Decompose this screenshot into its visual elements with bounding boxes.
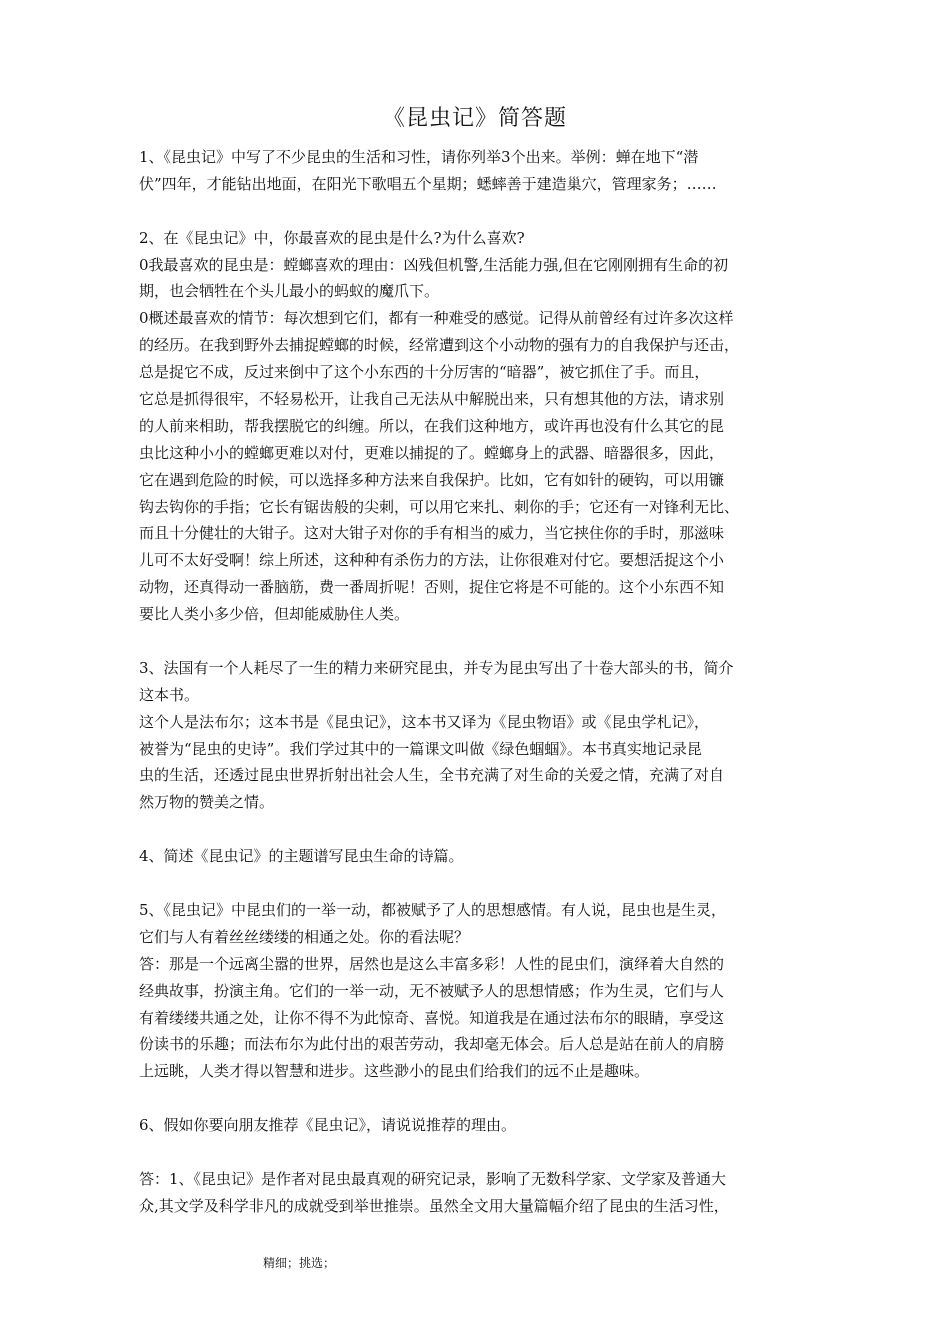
text-line: 要比人类小多少倍，但却能威胁住人类。	[139, 605, 410, 624]
text-line: 份读书的乐趣；而法布尔为此付出的艰苦劳动，我却毫无体会。后人总是站在前人的肩膀	[139, 1035, 725, 1054]
text-line: 而且十分健壮的大钳子。这对大钳子对你的手有相当的威力，当它挟住你的手时，那滋味	[139, 524, 725, 543]
text-line: 答：那是一个远离尘嚣的世界，居然也是这么丰富多彩！人性的昆虫们，演绎着大自然的	[139, 954, 725, 973]
text-line: 上远眺，人类才得以智慧和进步。这些渺小的昆虫们给我们的远不止是趣味。	[139, 1062, 650, 1081]
text-line: 0我最喜欢的昆虫是：螳螂喜欢的理由：凶残但机警,生活能力强,但在它刚刚拥有生命的初	[139, 255, 729, 274]
text-line: 的人前来相助，帮我摆脱它的纠缠。所以，在我们这种地方，或许再也没有什么其它的昆	[139, 416, 725, 435]
question-2: 2、在《昆虫记》中，你最喜欢的昆虫是什么?为什么喜欢?	[139, 228, 525, 247]
text-line: 虫比这种小小的螳螂更难以对付，更难以捕捉的了。螳螂身上的武器、暗器很多，因此，	[139, 443, 725, 462]
document-body	[139, 144, 829, 1220]
text-line: 1、《昆虫记》中写了不少昆虫的生活和习性，请你列举3个出来。举例：蝉在地下“潜	[139, 148, 699, 166]
question-3: 3、法国有一个人耗尽了一生的精力来研究昆虫，并专为昆虫写出了十卷大部头的书，简介	[139, 658, 734, 677]
blank-line	[139, 198, 829, 225]
blank-line	[139, 816, 829, 843]
text-line: 有着缕缕共通之处，让你不得不为此惊奇、喜悦。知道我是在通过法布尔的眼睛，享受这	[139, 1008, 725, 1027]
question-5: 5、《昆虫记》中昆虫们的一举一动，都被赋予了人的思想感情。有人说，昆虫也是生灵，	[139, 900, 727, 919]
text-line: 儿可不太好受啊！综上所述，这种种有杀伤力的方法，让你很难对付它。要想活捉这个小	[139, 551, 725, 570]
blank-line	[139, 1139, 829, 1166]
text-line: 经典故事，扮演主角。它们的一举一动，无不被赋予人的思想情感；作为生灵，它们与人	[139, 981, 725, 1000]
text-line: 答：1、《昆虫记》是作者对昆虫最真观的研究记录，影响了无数科学家、文学家及普通大	[139, 1169, 727, 1188]
text-line: 总是捉它不成，反过来倒中了这个小东西的十分厉害的“暗器”，被它抓住了手。而且，	[139, 363, 710, 382]
text-line: 它们与人有着丝丝缕缕的相通之处。你的看法呢？	[139, 927, 470, 946]
blank-line	[139, 870, 829, 897]
text-line: 这个人是法布尔；这本书是《昆虫记》，这本书又译为《昆虫物语》或《昆虫学札记》，	[139, 712, 710, 731]
text-line: 然万物的赞美之情。	[139, 793, 275, 812]
text-line: 虫的生活，还透过昆虫世界折射出社会人生，全书充满了对生命的关爱之情，充满了对自	[139, 766, 725, 785]
blank-line	[139, 1085, 829, 1112]
text-line: 它总是抓得很牢，不轻易松开，让我自己无法从中解脱出来，只有想其他的方法，请求别	[139, 390, 725, 409]
page-footer: 精细；挑选；	[263, 1256, 336, 1270]
text-line: 0概述最喜欢的情节：每次想到它们，都有一种难受的感觉。记得从前曾经有过许多次这样	[139, 309, 734, 328]
text-line: 被誉为“昆虫的史诗”。我们学过其中的一篇课文叫做《绿色蝈蝈》。本书真实地记录昆	[139, 739, 702, 758]
text-line: 的经历。在我到野外去捕捉螳螂的时候，经常遭到这个小动物的强有力的自我保护与还击，	[139, 336, 740, 355]
blank-line	[139, 628, 829, 655]
text-line: 伏”四年，才能钻出地面，在阳光下歌唱五个星期；蟋蟀善于建造巢穴，管理家务；……	[139, 174, 717, 193]
page-title: 《昆虫记》简答题	[382, 106, 567, 131]
question-6: 6、假如你要向朋友推荐《昆虫记》，请说说推荐的理由。	[139, 1116, 517, 1135]
text-line: 众,其文学及科学非凡的成就受到举世推崇。虽然全文用大量篇幅介绍了昆虫的生活习性，	[139, 1196, 729, 1215]
text-line: 这本书。	[139, 685, 200, 704]
text-line: 动物，还真得动一番脑筋，费一番周折呢！否则，捉住它将是不可能的。这个小东西不知	[139, 578, 725, 597]
question-4: 4、简述《昆虫记》的主题谱写昆虫生命的诗篇。	[139, 847, 464, 866]
text-line: 期，也会牺牲在个头儿最小的蚂蚁的魔爪下。	[139, 282, 440, 301]
text-line: 钩去钩你的手指；它长有锯齿般的尖刺，可以用它来扎、刺你的手；它还有一对锋利无比、	[139, 497, 740, 516]
text-line: 它在遇到危险的时候，可以选择多种方法来自我保护。比如，它有如针的硬钩，可以用镰	[139, 470, 725, 489]
